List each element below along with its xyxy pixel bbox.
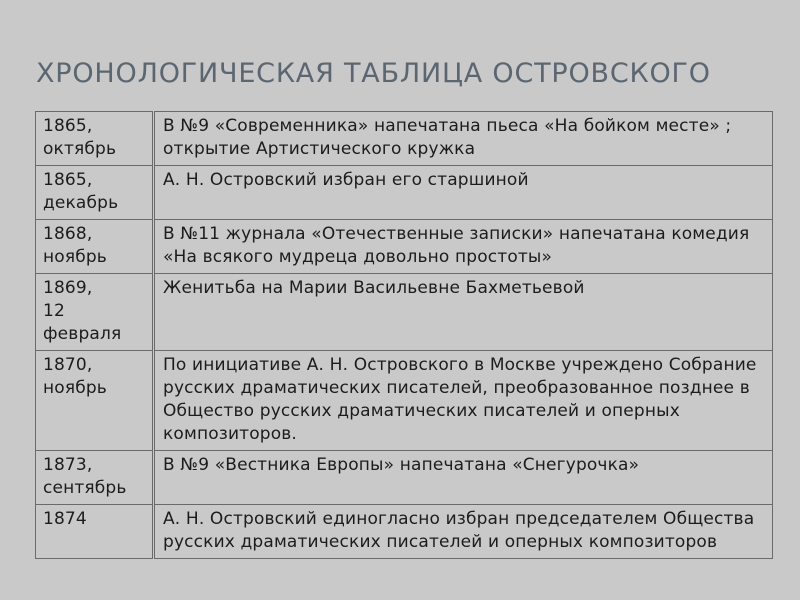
event-cell xyxy=(154,112,773,166)
date-line: 1870, xyxy=(43,355,93,375)
event-cell xyxy=(154,220,773,274)
date-line: 1865, xyxy=(43,116,93,136)
date-line: 1868, xyxy=(43,224,93,244)
event-text: В №9 «Вестника Европы» напечатана «Снегурочка» xyxy=(163,455,640,475)
date-line: февраля xyxy=(43,324,122,344)
date-line: ноябрь xyxy=(43,378,107,398)
event-text: В №11 журнала «Отечественные записки» напечатана комедия «На всякого мудреца довольно простоты» xyxy=(163,224,750,267)
table-row xyxy=(36,351,773,451)
table-row xyxy=(36,112,773,166)
slide-title: ХРОНОЛОГИЧЕСКАЯ ТАБЛИЦА ОСТРОВСКОГО xyxy=(36,58,711,89)
event-text: В №9 «Современника» напечатана пьеса «На бойком месте» ; xyxy=(163,116,732,136)
table-row xyxy=(36,505,773,559)
date-line: ноябрь xyxy=(43,247,107,267)
date-line: сентябрь xyxy=(43,478,127,498)
chronology-table-body xyxy=(36,112,773,559)
date-line: октябрь xyxy=(43,139,117,159)
event-text: А. Н. Островский единогласно избран председателем Общества русских драматических писателей и оперных композиторов xyxy=(163,509,755,552)
event-cell xyxy=(154,351,773,451)
date-line: 1865, xyxy=(43,170,93,190)
event-cell xyxy=(154,505,773,559)
date-cell xyxy=(36,351,154,451)
date-line: 1869, xyxy=(43,278,93,298)
date-line: 1874 xyxy=(43,509,87,529)
event-cell xyxy=(154,166,773,220)
chronology-table xyxy=(35,111,773,559)
event-cell xyxy=(154,451,773,505)
date-line: декабрь xyxy=(43,193,119,213)
event-cell xyxy=(154,274,773,351)
chronology-table-container xyxy=(35,111,773,600)
date-line: 1873, xyxy=(43,455,93,475)
date-cell xyxy=(36,451,154,505)
event-text: По инициативе А. Н. Островского в Москве учреждено Собрание русских драматических писателей, преобразованное позднее в Общество русских драматических писателей и оперных композиторов. xyxy=(163,355,757,444)
date-cell xyxy=(36,166,154,220)
date-cell xyxy=(36,505,154,559)
event-text: А. Н. Островский избран его старшиной xyxy=(163,170,529,190)
date-line: 12 xyxy=(43,301,65,321)
event-text: Женитьба на Марии Васильевне Бахметьевой xyxy=(163,278,585,298)
date-cell xyxy=(36,112,154,166)
date-cell xyxy=(36,274,154,351)
table-row xyxy=(36,451,773,505)
table-row xyxy=(36,220,773,274)
table-row xyxy=(36,274,773,351)
table-row xyxy=(36,166,773,220)
event-text: открытие Артистического кружка xyxy=(163,139,476,159)
date-cell xyxy=(36,220,154,274)
